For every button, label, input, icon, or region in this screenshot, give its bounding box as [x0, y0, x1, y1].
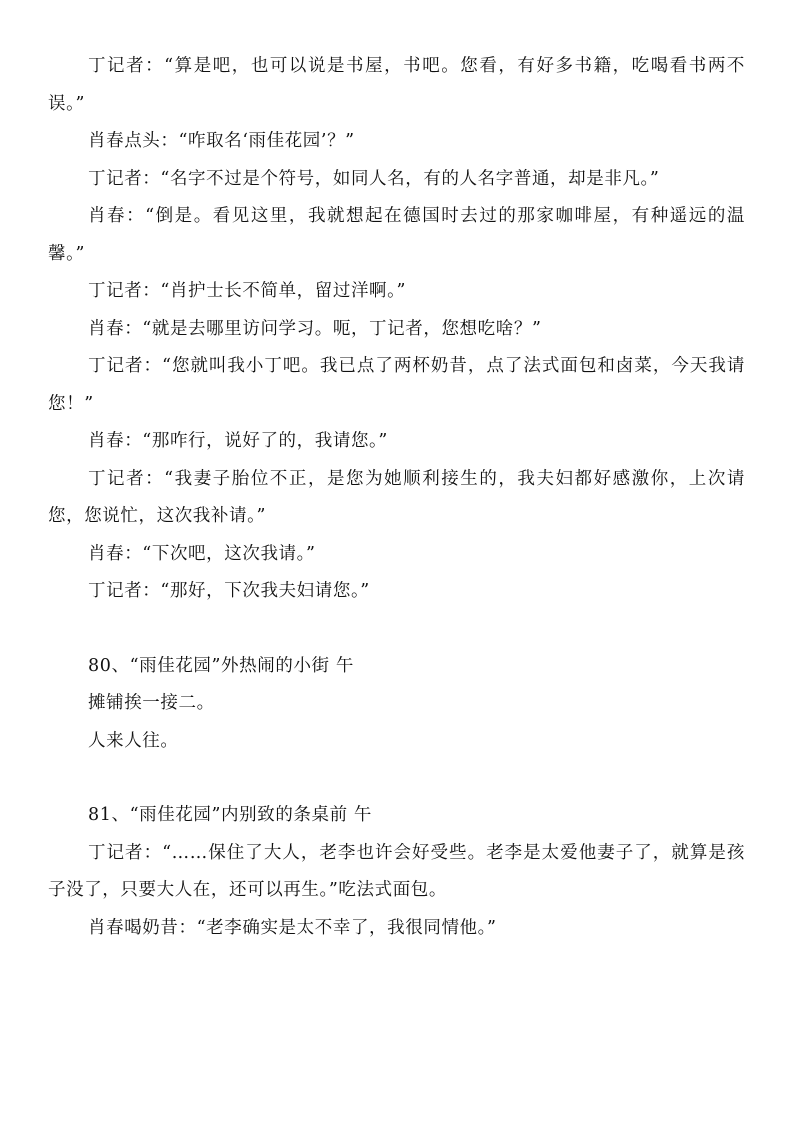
scene-spacer	[48, 611, 745, 648]
dialogue-line: 丁记者：“我妻子胎位不正，是您为她顺利接生的，我夫妇都好感激你，上次请您，您说忙，这次我补请。”	[48, 468, 745, 526]
dialogue-line: 丁记者：“您就叫我小丁吧。我已点了两杯奶昔，点了法式面包和卤菜，今天我请您！”	[48, 356, 745, 414]
dialogue-line: 肖春：“下次吧，这次我请。”	[88, 543, 316, 564]
scene-heading: 80、“雨佳花园”外热闹的小街 午	[88, 655, 354, 676]
scene-spacer	[48, 760, 745, 797]
scene-description: 摊铺挨一接二。	[88, 693, 215, 713]
dialogue-line: 肖春喝奶昔：“老李确实是太不幸了，我很同情他。”	[88, 917, 497, 938]
dialogue-line: 丁记者：“那好，下次我夫妇请您。”	[88, 581, 370, 601]
scene-description: 人来人往。	[88, 730, 179, 751]
dialogue-line: 肖春：“就是去哪里访问学习。呃，丁记者，您想吃啥？”	[88, 318, 542, 339]
document-page	[48, 48, 745, 947]
dialogue-line: 肖春：“倒是。看见这里，我就想起在德国时去过的那家咖啡屋，有种遥远的温馨。”	[48, 206, 745, 264]
dialogue-line: 肖春：“那咋行，说好了的，我请您。”	[88, 431, 388, 451]
dialogue-line: 丁记者：“名字不过是个符号，如同人名，有的人名字普通，却是非凡。”	[88, 168, 660, 189]
dialogue-line: 肖春点头：“咋取名‘雨佳花园’？”	[88, 131, 355, 151]
dialogue-line: 丁记者：“……保住了大人，老李也许会好受些。老李是太爱他妻子了，就算是孩子没了，只要大人在，还可以再生。”吃法式面包。	[48, 842, 745, 900]
scene-heading: 81、“雨佳花园”内别致的条桌前 午	[88, 805, 373, 825]
dialogue-line: 丁记者：“算是吧，也可以说是书屋，书吧。您看，有好多书籍，吃喝看书两不误。”	[48, 56, 745, 114]
dialogue-line: 丁记者：“肖护士长不简单，留过洋啊。”	[88, 281, 407, 301]
